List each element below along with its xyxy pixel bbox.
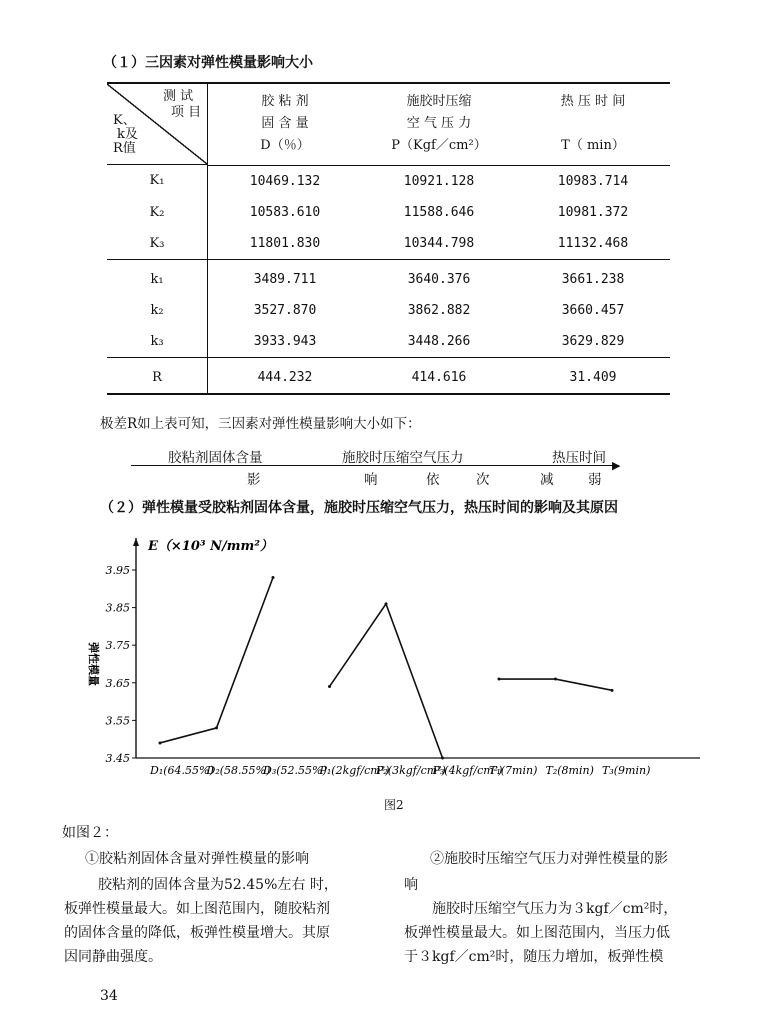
data-point — [215, 726, 218, 729]
y-tick-label: 3.75 — [105, 639, 130, 653]
corner-r-label: R值 — [113, 141, 136, 156]
x-tick-label: D₁(64.55%) — [150, 764, 214, 777]
corner-test-label: 测 试 — [163, 89, 194, 104]
data-point — [554, 678, 557, 681]
ranking-sub-1: 影 — [247, 472, 283, 488]
x-tick-label: P₁(2kgf/cm²) — [319, 764, 390, 777]
page-number: 34 — [100, 988, 118, 1004]
left-heading: ①胶粘剂固体含量对弹性模量的影响 — [85, 851, 309, 867]
ranking-factor-2: 施胶时压缩空气压力 — [342, 450, 464, 466]
x-tick-label: D₃(52.55%) — [263, 764, 327, 777]
y-axis-label: 弹性模量 — [87, 642, 100, 686]
table-row: k₂ 3527.870 3862.882 3660.457 — [107, 295, 670, 326]
table-row: k₁ 3489.711 3640.376 3661.238 — [107, 264, 670, 295]
y-tick-label: 3.65 — [105, 676, 130, 690]
range-analysis-table — [107, 82, 670, 395]
right-heading-cont: 响 — [404, 877, 418, 893]
ranking-sub-4: 次 — [476, 472, 512, 488]
series-line — [160, 578, 273, 743]
figure-reference: 如图２： — [62, 825, 118, 841]
x-tick-label: T₂(8min) — [545, 764, 594, 777]
data-point — [441, 757, 444, 760]
table-row: K₃ 11801.830 10344.798 11132.468 — [107, 228, 670, 260]
x-tick-label: D₂(58.55%) — [206, 764, 271, 777]
data-point — [328, 685, 331, 688]
section1-title: （１）三因素对弹性模量影响大小 — [103, 55, 313, 71]
ranking-factor-1: 胶粘剂固体含量 — [168, 450, 263, 466]
ranking-sub-2: 响 — [364, 472, 400, 488]
x-tick-label: T₁(7min) — [489, 764, 538, 777]
header-pressure: 施胶时压缩 空 气 压 力 P（Kgf／cm²） — [362, 83, 516, 165]
figure-caption: 图2 — [384, 798, 404, 812]
y-unit-label: E（×10³ N/mm²） — [148, 539, 273, 554]
x-tick-label: T₃(9min) — [602, 764, 651, 777]
y-tick-label: 3.45 — [105, 752, 130, 765]
y-tick-label: 3.85 — [105, 601, 130, 615]
y-axis-arrow-icon — [133, 538, 139, 546]
data-point — [385, 602, 388, 605]
right-line: 于３kgf／cm²时，随压力增加，板弹性模 — [404, 949, 664, 965]
header-time: 热 压 时 间 T（ min） — [516, 83, 670, 165]
header-adhesive: 胶 粘 剂 固 含 量 D（％） — [208, 83, 363, 165]
table-row: K₁ 10469.132 10921.128 10983.714 — [107, 165, 670, 197]
ranking-arrow-line — [131, 465, 619, 466]
y-tick-label: 3.55 — [105, 714, 130, 728]
corner-k-label: K、 — [113, 113, 136, 128]
left-line: 板弹性模量最大。如上图范围内，随胶粘剂 — [64, 901, 330, 917]
x-tick-label: P₂(3kgf/cm²) — [376, 764, 446, 777]
elastic-modulus-chart — [0, 520, 782, 795]
corner-item-label: 项 目 — [171, 105, 202, 120]
y-tick-label: 3.95 — [105, 564, 130, 577]
left-line: 因同静曲强度。 — [64, 949, 162, 965]
right-line: 施胶时压缩空气压力为３kgf／cm²时， — [432, 901, 678, 917]
data-point — [611, 689, 614, 692]
left-line: 的固体含量的降低，板弹性模量增大。其原 — [64, 925, 330, 941]
series-line — [499, 679, 612, 690]
arrow-right-icon: ▶ — [612, 459, 621, 472]
data-point — [272, 576, 275, 579]
ranking-sub-6: 弱 — [588, 472, 624, 488]
table-row: K₂ 10583.610 11588.646 10981.372 — [107, 197, 670, 228]
series-line — [330, 604, 443, 758]
ranking-sub-3: 依 — [426, 472, 462, 488]
data-point — [498, 678, 501, 681]
left-line: 胶粘剂的固体含量为52.45%左右 时， — [98, 877, 338, 893]
ranking-intro: 极差R如上表可知，三因素对弹性模量影响大小如下： — [100, 416, 421, 432]
ranking-factor-3: 热压时间 — [552, 450, 606, 466]
section2-title: （２）弹性模量受胶粘剂固体含量，施胶时压缩空气压力，热压时间的影响及其原因 — [100, 500, 618, 516]
ranking-sub-5: 减 — [540, 472, 576, 488]
right-heading: ②施胶时压缩空气压力对弹性模量的影 — [430, 851, 668, 867]
corner-k2-label: k及 — [117, 127, 138, 142]
table-row-r: R 444.232 414.616 31.409 — [107, 362, 670, 394]
corner-cell — [107, 83, 208, 165]
right-line: 板弹性模量最大。如上图范围内，当压力低 — [404, 925, 670, 941]
x-tick-label: P₃(4kgf/cm²) — [432, 764, 503, 777]
table-row: k₃ 3933.943 3448.266 3629.829 — [107, 326, 670, 358]
data-point — [159, 741, 162, 744]
